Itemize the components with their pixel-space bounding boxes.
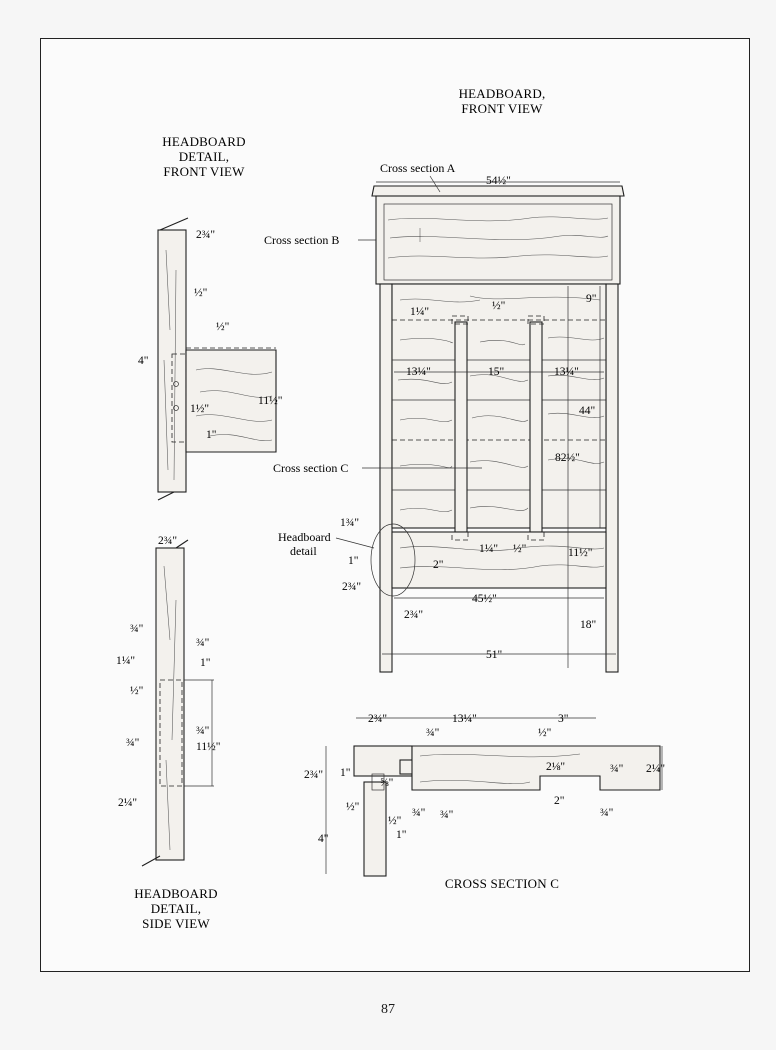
side-dim-q4: ¾"	[126, 737, 140, 749]
dim-panel-mid: 15"	[488, 366, 505, 378]
section-dim-two-q: 2¼"	[646, 763, 666, 775]
dim-tenon-low: 2"	[433, 559, 444, 571]
upper-panel	[392, 284, 606, 528]
left-post	[380, 284, 392, 672]
section-dim-post-w: 2¾"	[368, 713, 388, 725]
section-dim-half-a: ½"	[538, 727, 552, 739]
dim-panel-right: 13¼"	[554, 366, 579, 378]
detail-front-title-line1: HEADBOARD	[162, 134, 246, 149]
callout-cross-section-a: Cross section A	[380, 161, 456, 175]
dim-leg: 18"	[580, 619, 597, 631]
dim-overall-width: 51"	[486, 649, 503, 661]
section-dim-q-d: ¾"	[440, 809, 454, 821]
section-dim-stile-w: 3"	[558, 713, 569, 725]
dim-rail-low: 2¾"	[342, 581, 362, 593]
detail-dim-one-half: 1½"	[190, 403, 210, 415]
section-dim-half-c: ½"	[388, 815, 402, 827]
callout-headboard-detail-line1: Headboard	[278, 530, 331, 544]
front-view-title-line2: FRONT VIEW	[461, 101, 543, 116]
dim-rail-top: 1¾"	[340, 517, 360, 529]
side-dim-bottom: 2¼"	[118, 797, 138, 809]
dim-inner-width: 45½"	[472, 593, 497, 605]
detail-dim-top-post: 2¾"	[196, 229, 216, 241]
detail-front-title	[162, 134, 245, 179]
detail-dim-one: 1"	[206, 429, 217, 441]
dim-total-height: 82½"	[555, 452, 580, 464]
detail-dim-half-b: ½"	[216, 321, 230, 333]
side-dim-q1: ¾"	[130, 623, 144, 635]
dim-rail-gap: 1"	[348, 555, 359, 567]
cross-section-c	[304, 713, 665, 876]
side-dim-q2: ¾"	[196, 637, 210, 649]
dim-bottom-half: ½"	[513, 543, 527, 555]
dim-top-gap: 9"	[586, 293, 597, 305]
section-dim-four: 4"	[318, 833, 329, 845]
dim-tenon-half: ½"	[492, 300, 506, 312]
dim-post: 2¾"	[404, 609, 424, 621]
side-dim-top: 2¾"	[158, 535, 178, 547]
section-dim-two: 2"	[554, 795, 565, 807]
section-dim-q-c: ¾"	[412, 807, 426, 819]
detail-front-title-line3: FRONT VIEW	[163, 164, 245, 179]
dim-panel-height: 44"	[579, 405, 596, 417]
detail-side-title-line2: DETAIL,	[150, 901, 202, 916]
section-c-title: CROSS SECTION C	[444, 876, 560, 891]
section-dim-left-h: 2¾"	[304, 769, 324, 781]
section-dim-half-b: ½"	[346, 801, 360, 813]
dim-panel-left: 13¼"	[406, 366, 431, 378]
detail-front-title-line2: DETAIL,	[178, 149, 230, 164]
leader-detail	[336, 538, 374, 548]
detail-side-view	[116, 535, 220, 866]
side-dim-one: 1"	[200, 657, 211, 669]
detail-dim-half-a: ½"	[194, 287, 208, 299]
section-dim-q-a: ¾"	[426, 727, 440, 739]
bottom-rail	[392, 532, 606, 588]
right-slat	[530, 322, 542, 532]
callout-cross-section-b: Cross section B	[264, 233, 340, 247]
section-dim-two-eighth: 2⅛"	[546, 761, 566, 773]
detail-side-title	[134, 886, 217, 931]
dim-bottom-1: 1¼"	[479, 543, 499, 555]
page-number: 87	[381, 1002, 395, 1017]
callout-headboard-detail-line2: detail	[290, 544, 317, 558]
side-dim-one-q: 1¼"	[116, 655, 136, 667]
headboard-front-view	[264, 161, 624, 672]
crest-rail	[376, 196, 620, 284]
section-dim-q-e: ¾"	[600, 807, 614, 819]
section-dim-panel-w: 13¼"	[452, 713, 477, 725]
side-dim-rail: 11½"	[196, 741, 221, 753]
front-view-title-line1: HEADBOARD,	[458, 86, 546, 101]
right-post	[606, 284, 618, 672]
side-dim-half: ½"	[130, 685, 144, 697]
dim-top-width: 54½"	[486, 175, 511, 187]
detail-dim-mortise: 4"	[138, 355, 149, 367]
side-dim-q3: ¾"	[196, 725, 210, 737]
top-cap	[372, 186, 624, 196]
dim-left-post: 1¼"	[410, 306, 430, 318]
detail-side-title-line3: SIDE VIEW	[142, 916, 210, 931]
front-view-title	[459, 86, 546, 116]
detail-front-view	[138, 218, 282, 500]
detail-dim-rail: 11½"	[258, 395, 283, 407]
dim-rail-height: 11½"	[568, 547, 593, 559]
section-dim-five-eighth: ⅝"	[380, 777, 394, 789]
detail-side-title-line1: HEADBOARD	[134, 886, 218, 901]
section-dim-one-b: 1"	[396, 829, 407, 841]
left-slat	[455, 322, 467, 532]
callout-cross-section-c: Cross section C	[273, 461, 349, 475]
section-dim-one: 1"	[340, 767, 351, 779]
section-dim-q-b: ¾"	[610, 763, 624, 775]
section-leg	[364, 782, 386, 876]
